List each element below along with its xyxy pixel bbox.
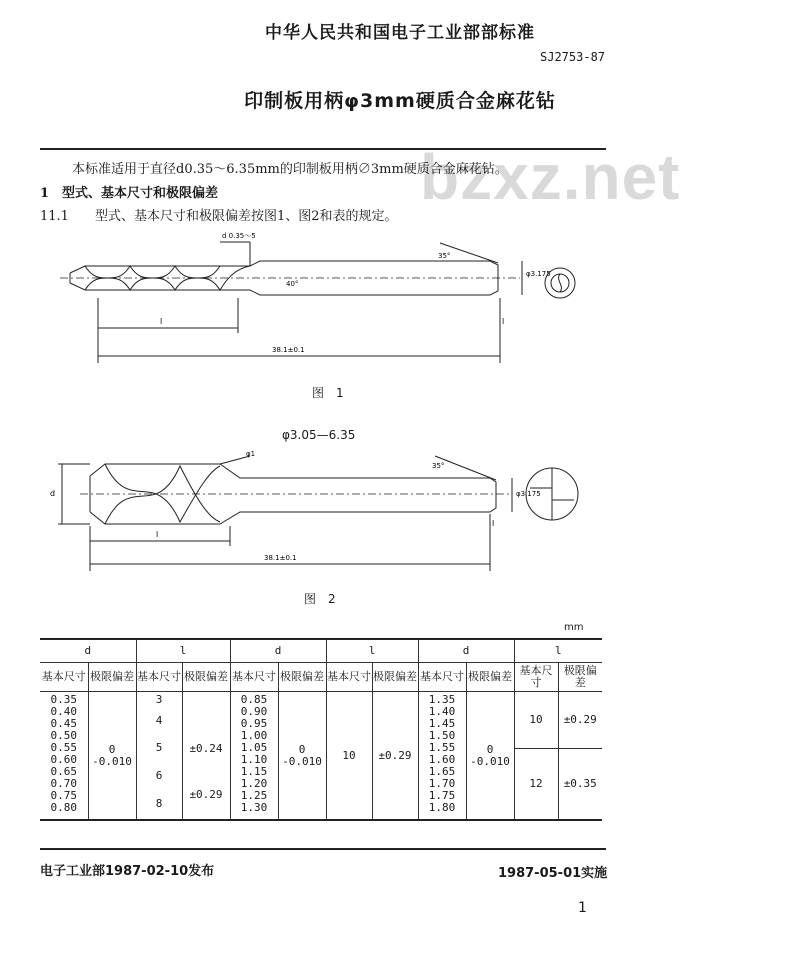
g3-d-tolerance [466,692,514,821]
table-cell: 0.65 [50,765,77,778]
table-cell: 1.80 [428,801,456,814]
table-cell: ±0.35 [563,777,597,790]
figure-2-caption: 图 2 [304,592,336,606]
fig2-L-label: 38.1±0.1 [264,554,297,562]
g3-l-list [514,692,558,821]
g3-l-tolerance [558,692,602,821]
g2-l-value: 10 [326,692,372,821]
intro-paragraph: 本标准适用于直径d0.35～6.35mm的印制板用柄∅3mm硬质合金麻花钻。 [72,162,508,177]
table-cell: 0 [108,742,116,756]
dimension-table [40,638,602,821]
section-1-heading: 1 型式、基本尺寸和极限偏差 [40,186,219,201]
col-limit-deviation: 极限偏差 [558,663,602,692]
table-cell: 1.65 [428,765,456,778]
table-cell: 0.80 [50,801,77,814]
table-cell: 0.85 [240,693,268,706]
col-limit-deviation: 极限偏差 [372,663,418,692]
g1-l-list [136,692,182,821]
col-basic-size: 基本尺寸 [230,663,278,692]
table-cell: 0.70 [50,777,77,790]
group3-l-header: l [514,639,602,663]
col-basic-size: 基本尺寸 [418,663,466,692]
table-cell: 1.50 [428,729,456,742]
table-cell: 1.00 [240,729,268,742]
group1-l-header: l [136,639,230,663]
table-cell: 1.10 [240,753,268,766]
table-cell: -0.010 [92,754,132,768]
watermark: bzxz.net [420,141,681,213]
group2-l-header: l [326,639,418,663]
table-cell: 1.55 [428,741,456,754]
table-cell: 0.60 [50,753,77,766]
figure-2-drawing [40,446,600,576]
fig1-end-l-label: l [502,317,505,326]
table-cell: 5 [155,741,163,754]
table-cell: 1.70 [428,777,456,790]
group2-d-header: d [230,639,326,663]
figure-1-caption: 图 1 [312,386,344,400]
table-cell: 1.40 [428,705,456,718]
col-basic-size: 基本尺寸 [326,663,372,692]
table-cell: ±0.24 [189,742,223,755]
section-1-1-paragraph: 11.1 型式、基本尺寸和极限偏差按图1、图2和表的规定。 [40,209,398,224]
issuing-standard-heading: 中华人民共和国电子工业部部标准 [265,23,535,43]
col-limit-deviation: 极限偏差 [278,663,326,692]
table-cell: 0.75 [50,789,77,802]
g2-d-list [230,692,278,821]
col-basic-size: 基本尺寸 [514,663,558,692]
fig2-end-l-label: l [492,519,495,528]
table-cell: ±0.29 [189,788,223,801]
table-cell: 0 [486,742,494,756]
table-cell: 1.75 [428,789,456,802]
footer-rule [40,848,606,850]
table-cell: 1.45 [428,717,456,730]
effective-date: 1987-05-01实施 [498,866,608,881]
fig2-d-label: d [50,489,56,498]
fig1-tip-angle: 40° [286,280,299,288]
table-cell: 1.25 [240,789,268,802]
standard-number: SJ2753-87 [540,50,606,64]
table-cell: ±0.29 [559,692,603,749]
table-cell: 1.05 [240,741,268,754]
figure-2-range: φ3.05—6.35 [282,428,356,442]
table-cell: 4 [155,714,163,727]
g2-l-tolerance: ±0.29 [372,692,418,821]
table-cell: 0 [298,742,306,756]
fig2-l-label: l [156,530,159,539]
fig2-dia-label: φ3.175 [516,490,541,498]
table-cell: 12 [529,777,543,790]
fig2-chamfer-angle: 35° [432,462,445,470]
table-cell: -0.010 [282,754,322,768]
col-limit-deviation: 极限偏差 [466,663,514,692]
fig1-dia-label: φ3.175 [526,270,551,278]
table-cell: 1.30 [240,801,268,814]
table-cell: 10 [515,692,558,749]
fig2-phi-label: φ1 [246,450,256,458]
figure-1-drawing [40,228,600,378]
table-cell: 0.90 [240,705,268,718]
table-cell: 0.45 [50,717,77,730]
table-cell: -0.010 [470,754,510,768]
table-cell: 6 [155,769,163,782]
col-basic-size: 基本尺寸 [40,663,88,692]
document-title: 印制板用柄φ3mm硬质合金麻花钻 [244,90,556,112]
fig1-l-label: l [160,317,163,326]
table-cell: 1.20 [240,777,268,790]
table-cell: 0.50 [50,729,77,742]
issued-date: 电子工业部1987-02-10发布 [40,864,215,879]
table-cell: 0.35 [50,693,77,706]
table-unit: mm [564,622,584,633]
group1-d-header: d [40,639,136,663]
table-cell: 0.95 [240,717,268,730]
table-cell: 1.15 [240,765,268,778]
fig1-d-label: d 0.35～5 [222,232,256,240]
col-limit-deviation: 极限偏差 [182,663,230,692]
table-cell: 1.60 [428,753,456,766]
g2-d-tolerance [278,692,326,821]
g3-d-list [418,692,466,821]
table-cell: 8 [155,797,163,810]
g1-d-tolerance [88,692,136,821]
table-cell: 1.35 [428,693,456,706]
g1-d-list [40,692,88,821]
fig1-L-label: 38.1±0.1 [272,346,305,354]
fig1-chamfer-angle: 35° [438,252,451,260]
table-cell: 0.55 [50,741,77,754]
group3-d-header: d [418,639,514,663]
table-cell: 0.40 [50,705,77,718]
g1-l-tolerance [182,692,230,821]
col-basic-size: 基本尺寸 [136,663,182,692]
page-number: 1 [578,900,587,916]
col-limit-deviation: 极限偏差 [88,663,136,692]
table-cell: 3 [155,693,163,706]
